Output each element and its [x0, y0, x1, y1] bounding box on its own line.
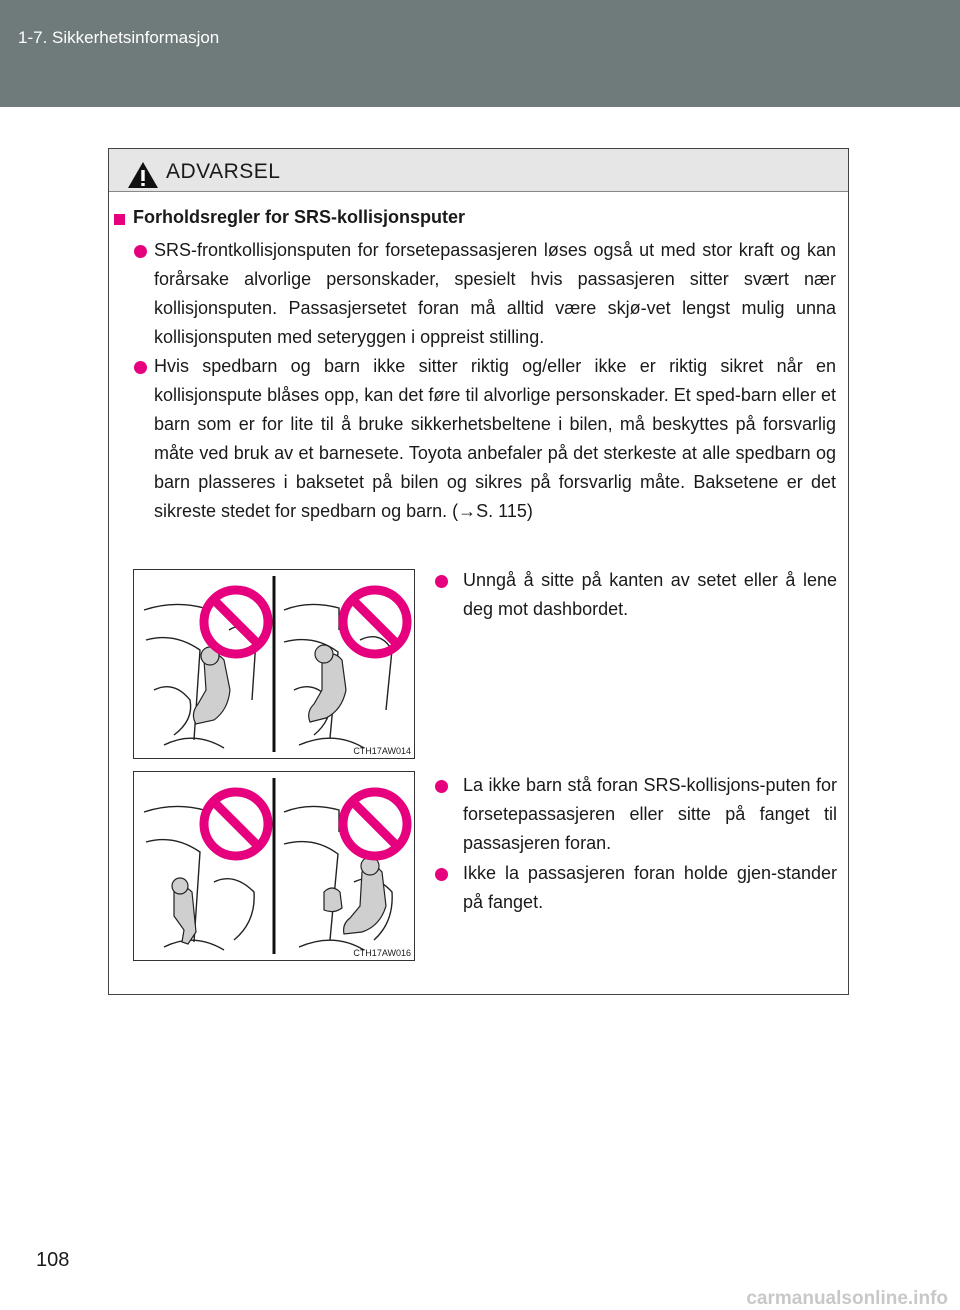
site-watermark: carmanualsonline.info: [746, 1288, 948, 1309]
page-header: [0, 0, 960, 107]
section-square-icon: [114, 214, 125, 225]
paragraph-seat-edge: Unngå å sitte på kanten av setet eller å lene deg mot dashbordet.: [463, 570, 837, 619]
section-heading: Forholdsregler for SRS-kollisjonsputer: [133, 207, 466, 227]
paragraph-lap-objects: Ikke la passasjeren foran holde gjen-stander på fanget.: [463, 863, 837, 912]
warning-header: [109, 149, 848, 192]
section-title: 1-7. Sikkerhetsinformasjon: [18, 28, 220, 47]
paragraph-airbag-force: SRS-frontkollisjonsputen for forsetepassasjeren løses også ut med stor kraft og kan forårsake alvorlige personskader, spesielt hvis passasjeren sitter svært nær kollisjonsputen. Passasjersetet foran må alltid være skjø-vet lengst mulig unna kollisjonsputen med seteryggen i oppreist stilling.: [154, 240, 836, 347]
bullet-icon: [435, 780, 448, 793]
paragraph-children-safety: Hvis spedbarn og barn ikke sitter riktig og/eller ikke er riktig sikret når en kollisjonspute blåses opp, kan det føre til alvorlige personskader. Et sped-barn eller et barn som er for lite til å bruke sikkerhetsbeltene i bilen, må beskyttes på forsvarlig måte ved bruk av et barnesete. Toyota anbefaler på det sterkeste at alle spedbarn og barn plasseres i baksetet på bilen og sikres på forsvarlig måte. Baksetene er det sikreste stedet for spedbarn og barn. (→S. 115): [154, 356, 836, 521]
warning-box: [108, 148, 849, 995]
bullet-icon: [435, 868, 448, 881]
image-code: CTH17AW016: [353, 948, 411, 958]
car-interior-illustration: [134, 772, 414, 960]
warning-triangle-icon: [127, 161, 159, 189]
warning-title: ADVARSEL: [166, 160, 281, 183]
bullet-icon: [435, 575, 448, 588]
paragraph-child-standing: La ikke barn stå foran SRS-kollisjons-puten for forsetepassasjeren eller sitte på fanget til passasjeren foran.: [463, 775, 837, 853]
image-code: CTH17AW014: [353, 746, 411, 756]
illustration-child-standing: [133, 771, 415, 961]
bullet-icon: [134, 361, 147, 374]
bullet-icon: [134, 245, 147, 258]
page-number: 108: [36, 1249, 70, 1271]
car-interior-illustration: [134, 570, 414, 758]
illustration-seated-passenger: [133, 569, 415, 759]
